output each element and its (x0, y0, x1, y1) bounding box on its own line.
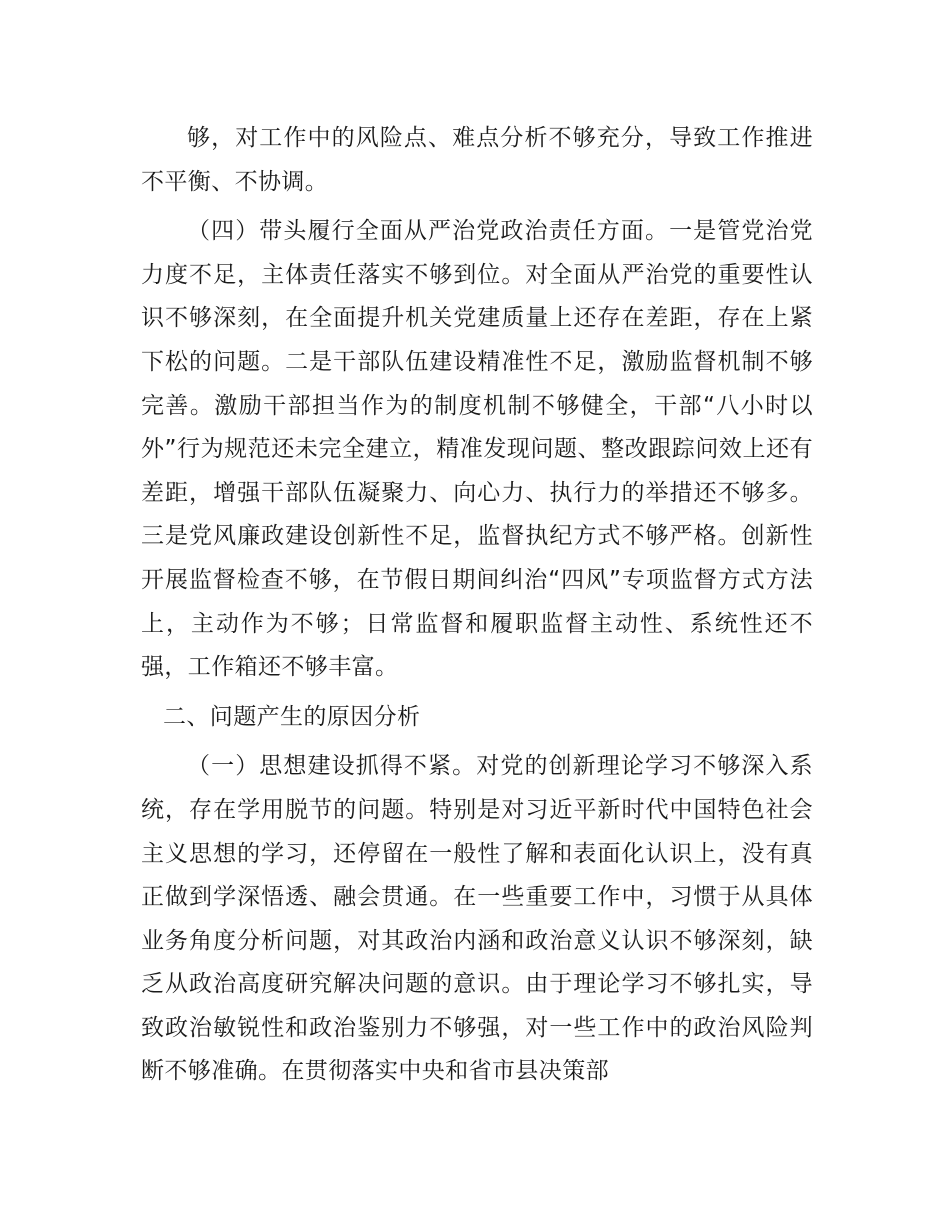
paragraph-ideological-building: （一）思想建设抓得不紧。对党的创新理论学习不够深入系统，存在学用脱节的问题。特别是对习近平新时代中国特色社会主义思想的学习，还停留在一般性了解和表面化认识上，没有真正做到学深悟透、融会贯通。在一些重要工作中，习惯于从具体业务角度分析问题，对其政治内涵和政治意义认识不够深刻，缺乏从政治高度研究解决问题的意识。由于理论学习不够扎实，导致政治敏锐性和政治鉴别力不够强，对一些工作中的政治风险判断不够准确。在贯彻落实中央和省市县决策部 (141, 753, 813, 1085)
document-body (141, 117, 813, 1100)
section-heading-cause-analysis: 二、问题产生的原因分析 (163, 703, 421, 730)
paragraph-continuation: 够，对工作中的风险点、难点分析不够充分，导致工作推进不平衡、不协调。 (141, 125, 813, 195)
paragraph-section-four: （四）带头履行全面从严治党政治责任方面。一是管党治党力度不足，主体责任落实不够到位。对全面从严治党的重要性认识不够深刻，在全面提升机关党建质量上还存在差距，存在上紧下松的问题。二是干部队伍建设精准性不足，激励监督机制不够完善。激励干部担当作为的制度机制不够健全，干部“八小时以外”行为规范还未完全建立，精准发现问题、整改跟踪问效上还有差距，增强干部队伍凝聚力、向心力、执行力的举措还不够多。三是党风廉政建设创新性不足，监督执纪方式不够严格。创新性开展监督检查不够，在节假日期间纠治“四风”专项监督方式方法上，主动作为不够；日常监督和履职监督主动性、系统性还不强，工作箱还不够丰富。 (141, 218, 813, 681)
